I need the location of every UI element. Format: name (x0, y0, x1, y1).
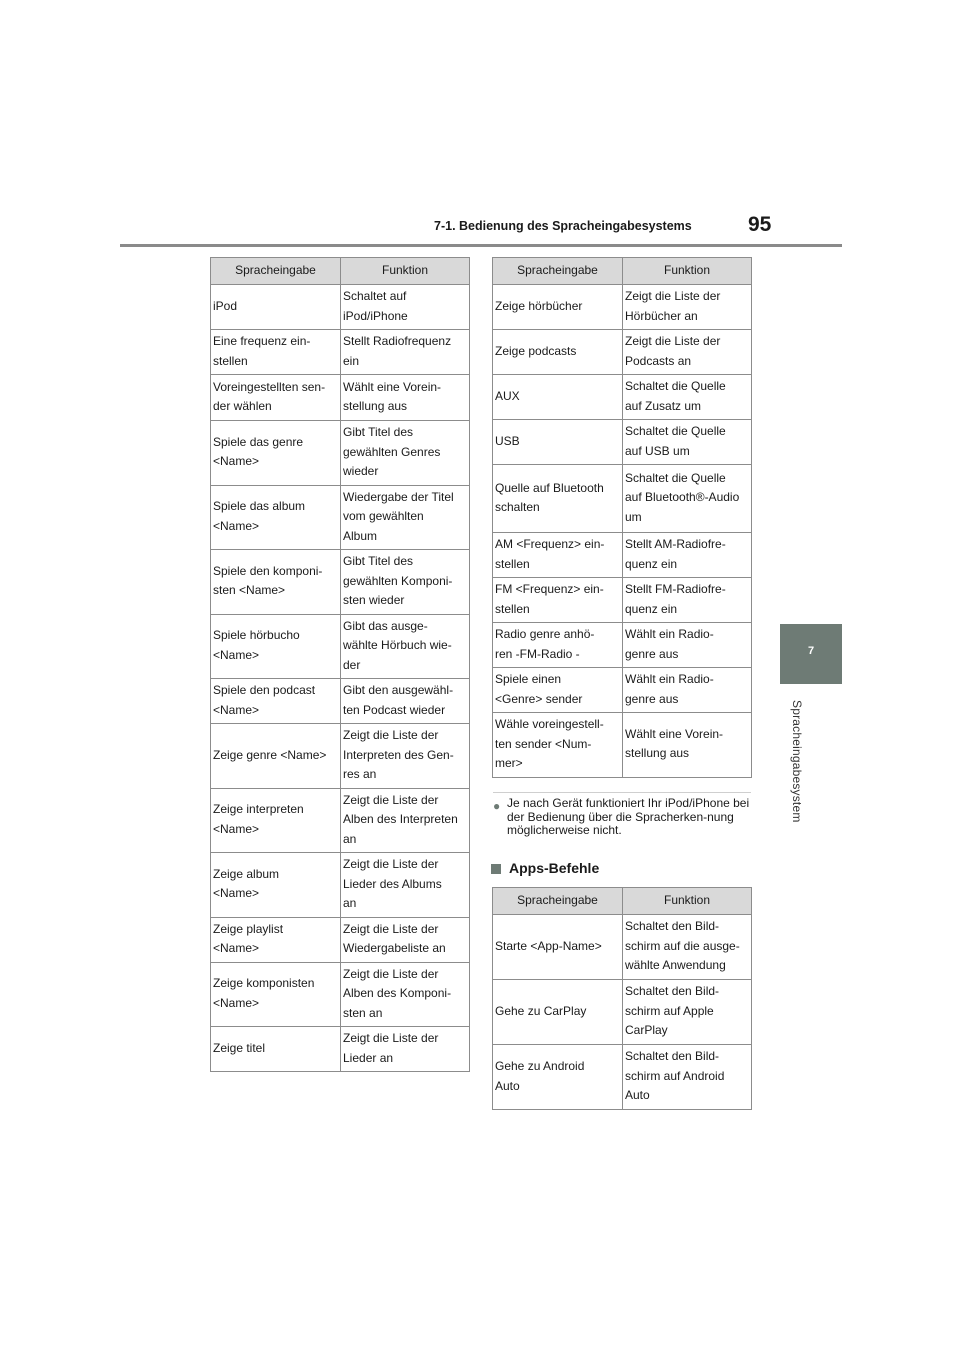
table-row (493, 980, 752, 1045)
column-header-function: Funktion (623, 888, 752, 915)
voice-input-cell: Gehe zu CarPlay (493, 980, 623, 1045)
table-row (211, 285, 470, 330)
function-cell: Wählt eine Vorein- stellung aus (623, 713, 752, 778)
table-row (211, 679, 470, 724)
page-number: 95 (748, 213, 772, 236)
voice-input-cell: Spiele einen <Genre> sender (493, 668, 623, 713)
function-cell: Stellt AM-Radiofre- quenz ein (623, 533, 752, 578)
table-row (211, 853, 470, 918)
function-cell: Stellt FM-Radiofre- quenz ein (623, 578, 752, 623)
table-row (493, 578, 752, 623)
voice-input-cell: Zeige genre <Name> (211, 724, 341, 789)
table-row (493, 533, 752, 578)
header-rule (120, 244, 842, 247)
table-row (211, 330, 470, 375)
table-row (493, 668, 752, 713)
function-cell: Zeigt die Liste der Lieder an (341, 1027, 470, 1072)
table-row (211, 485, 470, 550)
section-title: Apps-Befehle (509, 860, 600, 876)
table-row (211, 421, 470, 486)
voice-input-cell: Zeige interpreten <Name> (211, 788, 341, 853)
table-row (493, 285, 752, 330)
voice-input-cell: AM <Frequenz> ein- stellen (493, 533, 623, 578)
function-cell: Schaltet die Quelle auf Zusatz um (623, 375, 752, 420)
table-row (211, 917, 470, 962)
column-header-voice-input: Spracheingabe (493, 258, 623, 285)
table-row (211, 788, 470, 853)
column-header-voice-input: Spracheingabe (493, 888, 623, 915)
table-row (211, 724, 470, 789)
voice-input-cell: AUX (493, 375, 623, 420)
function-cell: Zeigt die Liste der Lieder des Albums an (341, 853, 470, 918)
chapter-tab: 7 (780, 624, 842, 684)
function-cell: Schaltet auf iPod/iPhone (341, 285, 470, 330)
voice-input-cell: FM <Frequenz> ein- stellen (493, 578, 623, 623)
column-header-voice-input: Spracheingabe (211, 258, 341, 285)
voice-input-cell: Starte <App-Name> (493, 915, 623, 980)
function-cell: Gibt Titel des gewählten Genres wieder (341, 421, 470, 486)
function-cell: Schaltet die Quelle auf Bluetooth®-Audio um (623, 465, 752, 533)
table-row (493, 375, 752, 420)
voice-input-cell: Spiele das album <Name> (211, 485, 341, 550)
table-row (493, 1045, 752, 1110)
table-header-row (493, 258, 752, 285)
voice-input-cell: Zeige album <Name> (211, 853, 341, 918)
voice-command-table-1 (210, 257, 470, 1072)
function-cell: Zeigt die Liste der Hörbücher an (623, 285, 752, 330)
table-row (211, 375, 470, 421)
table-header-row (211, 258, 470, 285)
voice-input-cell: Wähle voreingestell- ten sender <Num- mer> (493, 713, 623, 778)
table-row (211, 550, 470, 615)
table-row (211, 1027, 470, 1072)
table-row (211, 614, 470, 679)
function-cell: Stellt Radiofrequenz ein (341, 330, 470, 375)
note-divider (493, 792, 751, 793)
function-cell: Zeigt die Liste der Interpreten des Gen- res an (341, 724, 470, 789)
running-header-title: 7-1. Bedienung des Spracheingabesystems (434, 219, 692, 233)
table-row (493, 623, 752, 668)
voice-input-cell: Spiele hörbucho <Name> (211, 614, 341, 679)
function-cell: Gibt den ausgewähl- ten Podcast wieder (341, 679, 470, 724)
table-row (493, 420, 752, 465)
voice-input-cell: Radio genre anhö- ren -FM-Radio - (493, 623, 623, 668)
voice-input-cell: USB (493, 420, 623, 465)
function-cell: Zeigt die Liste der Alben des Komponi- sten an (341, 962, 470, 1027)
apps-command-table (492, 887, 752, 1110)
function-cell: Gibt Titel des gewählten Komponi- sten wieder (341, 550, 470, 615)
table-row (493, 465, 752, 533)
note-text: Je nach Gerät funktioniert Ihr iPod/iPhone bei der Bedienung über die Spracherken-nung möglicherweise nicht. (507, 796, 750, 837)
voice-input-cell: Voreingestellten sen- der wählen (211, 375, 341, 421)
function-cell: Schaltet den Bild- schirm auf die ausge- wählte Anwendung (623, 915, 752, 980)
table-row (493, 330, 752, 375)
voice-command-table-2 (492, 257, 752, 778)
voice-input-cell: Eine frequenz ein- stellen (211, 330, 341, 375)
voice-input-cell: Zeige komponisten <Name> (211, 962, 341, 1027)
function-cell: Wählt eine Vorein- stellung aus (341, 375, 470, 421)
column-header-function: Funktion (341, 258, 470, 285)
function-cell: Zeigt die Liste der Podcasts an (623, 330, 752, 375)
function-cell: Schaltet den Bild- schirm auf Android Auto (623, 1045, 752, 1110)
voice-input-cell: Spiele den podcast <Name> (211, 679, 341, 724)
function-cell: Schaltet den Bild- schirm auf Apple CarPlay (623, 980, 752, 1045)
voice-input-cell: Gehe zu Android Auto (493, 1045, 623, 1110)
column-header-function: Funktion (623, 258, 752, 285)
function-cell: Gibt das ausge- wählte Hörbuch wie- der (341, 614, 470, 679)
voice-input-cell: Zeige hörbücher (493, 285, 623, 330)
section-square-icon (491, 864, 501, 874)
function-cell: Wählt ein Radio- genre aus (623, 668, 752, 713)
voice-input-cell: Quelle auf Bluetooth schalten (493, 465, 623, 533)
voice-input-cell: Spiele das genre <Name> (211, 421, 341, 486)
bullet-icon: ● (493, 799, 501, 813)
voice-input-cell: Zeige podcasts (493, 330, 623, 375)
table-row (493, 915, 752, 980)
voice-input-cell: Zeige titel (211, 1027, 341, 1072)
table-row (211, 962, 470, 1027)
voice-input-cell: iPod (211, 285, 341, 330)
function-cell: Zeigt die Liste der Wiedergabeliste an (341, 917, 470, 962)
chapter-label: Spracheingabesystem (790, 700, 804, 823)
function-cell: Zeigt die Liste der Alben des Interpreten an (341, 788, 470, 853)
table-row (493, 713, 752, 778)
function-cell: Wiedergabe der Titel vom gewählten Album (341, 485, 470, 550)
function-cell: Schaltet die Quelle auf USB um (623, 420, 752, 465)
table-header-row (493, 888, 752, 915)
function-cell: Wählt ein Radio- genre aus (623, 623, 752, 668)
voice-input-cell: Spiele den komponi- sten <Name> (211, 550, 341, 615)
voice-input-cell: Zeige playlist <Name> (211, 917, 341, 962)
